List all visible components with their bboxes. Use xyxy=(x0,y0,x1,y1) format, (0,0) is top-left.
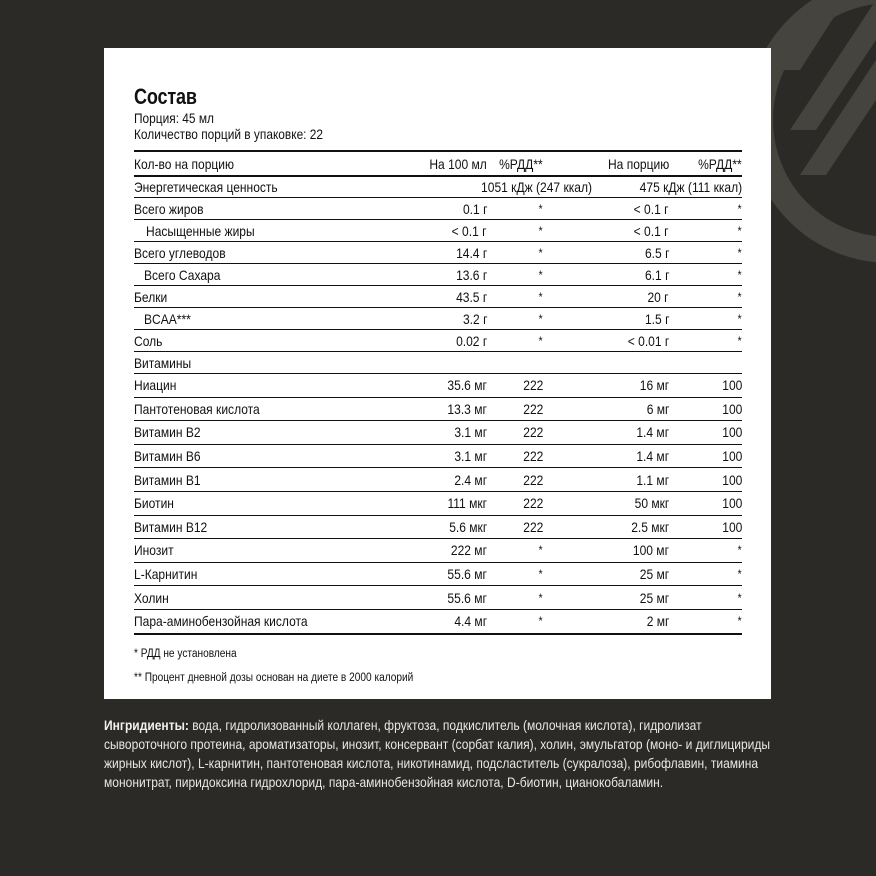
value-per100: 111 мкг xyxy=(447,495,487,512)
value-per100: 5.6 мкг xyxy=(448,518,487,535)
value-per100: 13.3 мг xyxy=(447,400,487,417)
rdd-per100: 222 xyxy=(522,448,543,465)
energy-row xyxy=(134,177,742,198)
nutrient-name: Белки xyxy=(134,288,168,305)
servings-per-pack: Количество порций в упаковке: 22 xyxy=(134,126,324,142)
rdd-per100: 222 xyxy=(522,400,543,417)
rdd-per100: * xyxy=(538,311,543,326)
nutrient-name: Витамин В6 xyxy=(134,448,201,465)
rdd-per-serving: * xyxy=(737,567,742,582)
panel-title: Состав xyxy=(134,84,197,109)
table-row xyxy=(134,539,742,563)
value-per-serving: < 0.01 г xyxy=(627,332,669,349)
nutrient-name: Всего Сахара xyxy=(144,266,221,283)
nutrient-name: L-Карнитин xyxy=(134,566,198,583)
value-per100: 0.02 г xyxy=(455,332,487,349)
rdd-per-serving: * xyxy=(737,201,742,216)
rdd-per100: * xyxy=(538,267,543,282)
rdd-per-serving: 100 xyxy=(721,400,742,417)
footnote-daily-value: ** Процент дневной дозы основан на диете в 2000 калорий xyxy=(134,671,414,684)
nutrient-name: Биотин xyxy=(134,495,174,512)
nutrient-name: Соль xyxy=(134,332,163,349)
value-per100: 55.6 мг xyxy=(447,566,487,583)
value-per-serving: 1.4 мг xyxy=(636,448,669,465)
nutrient-name: Насыщенные жиры xyxy=(146,222,255,239)
energy-label: Энергетическая ценность xyxy=(134,179,278,195)
rdd-per-serving: * xyxy=(737,223,742,238)
nutrient-name: BCAA*** xyxy=(144,310,191,327)
table-row xyxy=(134,264,742,286)
rdd-per100: 222 xyxy=(522,518,543,535)
value-per100: 43.5 г xyxy=(455,288,487,305)
nutrient-name: Инозит xyxy=(134,542,174,559)
rdd-per100: 222 xyxy=(522,471,543,488)
table-row xyxy=(134,330,742,352)
value-per100: 3.1 мг xyxy=(454,448,487,465)
value-per-serving: 1.5 г xyxy=(644,310,669,327)
energy-per100: 1051 кДж (247 ккал) xyxy=(481,179,592,195)
table-row xyxy=(134,586,742,610)
rdd-per100: * xyxy=(538,289,543,304)
ingredients-text: вода, гидролизованный коллаген, фруктоза, подкислитель (молочная кислота), гидролизат сывороточного протеина, ароматизаторы, инозит, консервант (сорбат калия), холин, эмульгатор (моно- и диглицириды жирных кислот), L-карнитин, пантотеновая кислота, никотинамид, подсластитель (сукралоза), рибофлавин, тиамина мононитрат, пиридоксина гидрохлорид, пара-аминобензойная кислота, D-биотин, цианокобаламин. xyxy=(104,717,771,790)
value-per-serving: 1.1 мг xyxy=(636,471,669,488)
rdd-per100: 222 xyxy=(522,495,543,512)
rdd-per100: 222 xyxy=(522,424,543,441)
value-per-serving: 100 мг xyxy=(632,542,669,559)
table-row xyxy=(134,286,742,308)
column-header-rdd-serving: %РДД** xyxy=(698,155,742,172)
rdd-per-serving: * xyxy=(737,614,742,629)
table-row xyxy=(134,308,742,330)
nutrient-name: Холин xyxy=(134,589,169,606)
value-per100: 3.1 мг xyxy=(454,424,487,441)
value-per-serving: 6.1 г xyxy=(644,266,669,283)
rdd-per100: * xyxy=(538,223,543,238)
value-per100: 14.4 г xyxy=(455,244,487,261)
nutrient-name: Всего жиров xyxy=(134,200,204,217)
ingredients-label: Ингридиенты: xyxy=(104,717,189,733)
energy-per-serving: 475 кДж (111 ккал) xyxy=(639,179,742,195)
value-per100: 2.4 мг xyxy=(454,471,487,488)
value-per-serving: 16 мг xyxy=(639,377,669,394)
value-per100: 35.6 мг xyxy=(447,377,487,394)
table-row xyxy=(134,220,742,242)
rdd-per-serving: 100 xyxy=(721,448,742,465)
rdd-per100: 222 xyxy=(522,377,543,394)
column-header-rdd100: %РДД** xyxy=(499,155,543,172)
rdd-per-serving: * xyxy=(737,311,742,326)
nutrient-name: Витамин В2 xyxy=(134,424,201,441)
value-per100: 3.2 г xyxy=(462,310,487,327)
vitamins-section-row xyxy=(134,352,742,374)
rdd-per-serving: 100 xyxy=(721,495,742,512)
table-row xyxy=(134,468,742,492)
table-row xyxy=(134,445,742,469)
column-header-per100: На 100 мл xyxy=(429,155,487,172)
value-per100: 222 мг xyxy=(450,542,487,559)
rdd-per100: * xyxy=(538,590,543,605)
value-per-serving: 50 мкг xyxy=(634,495,669,512)
value-per100: 55.6 мг xyxy=(447,589,487,606)
value-per-serving: 6.5 г xyxy=(644,244,669,261)
value-per-serving: 6 мг xyxy=(646,400,669,417)
rdd-per-serving: * xyxy=(737,543,742,558)
rdd-per100: * xyxy=(538,543,543,558)
rdd-per-serving: * xyxy=(737,590,742,605)
table-row xyxy=(134,398,742,422)
table-row xyxy=(134,374,742,398)
table-row xyxy=(134,492,742,516)
rdd-per-serving: 100 xyxy=(721,471,742,488)
rdd-per-serving: * xyxy=(737,333,742,348)
value-per-serving: 2.5 мкг xyxy=(630,518,669,535)
table-row xyxy=(134,242,742,264)
nutrient-name: Всего углеводов xyxy=(134,244,226,261)
rdd-per-serving: * xyxy=(737,267,742,282)
column-header-name: Кол-во на порцию xyxy=(134,155,235,172)
value-per-serving: 1.4 мг xyxy=(636,424,669,441)
value-per100: 0.1 г xyxy=(462,200,487,217)
value-per-serving: 25 мг xyxy=(639,566,669,583)
nutrient-name: Пантотеновая кислота xyxy=(134,400,260,417)
rdd-per-serving: 100 xyxy=(721,377,742,394)
value-per-serving: 20 г xyxy=(647,288,669,305)
rdd-per-serving: 100 xyxy=(721,518,742,535)
value-per-serving: 2 мг xyxy=(646,613,669,630)
nutrient-name: Витамин В1 xyxy=(134,471,201,488)
footnotes xyxy=(134,647,741,685)
table-row xyxy=(134,516,742,540)
value-per100: 13.6 г xyxy=(455,266,487,283)
rdd-per-serving: 100 xyxy=(721,424,742,441)
column-header-per-serving: На порцию xyxy=(607,155,669,172)
rdd-per100: * xyxy=(538,333,543,348)
table-row xyxy=(134,563,742,587)
ingredients-block xyxy=(104,716,784,792)
rdd-per100: * xyxy=(538,201,543,216)
rdd-per100: * xyxy=(538,567,543,582)
nutrition-facts-panel xyxy=(104,48,771,699)
rdd-per100: * xyxy=(538,245,543,260)
rdd-per-serving: * xyxy=(737,289,742,304)
value-per100: 4.4 мг xyxy=(454,613,487,630)
value-per100: < 0.1 г xyxy=(452,222,487,239)
table-row xyxy=(134,421,742,445)
table-header-row xyxy=(134,152,742,177)
value-per-serving: < 0.1 г xyxy=(634,200,669,217)
table-row xyxy=(134,198,742,220)
rdd-per100: * xyxy=(538,614,543,629)
nutrient-name: Ниацин xyxy=(134,377,177,394)
vitamins-section-label: Витамины xyxy=(134,354,192,371)
value-per-serving: 25 мг xyxy=(639,589,669,606)
table-row xyxy=(134,610,742,633)
nutrient-name: Витамин В12 xyxy=(134,518,208,535)
rdd-per-serving: * xyxy=(737,245,742,260)
nutrient-name: Пара-аминобензойная кислота xyxy=(134,613,308,630)
value-per-serving: < 0.1 г xyxy=(634,222,669,239)
footnote-rdd-not-set: * РДД не установлена xyxy=(134,647,237,660)
serving-size: Порция: 45 мл xyxy=(134,110,214,126)
nutrition-table xyxy=(134,150,742,635)
